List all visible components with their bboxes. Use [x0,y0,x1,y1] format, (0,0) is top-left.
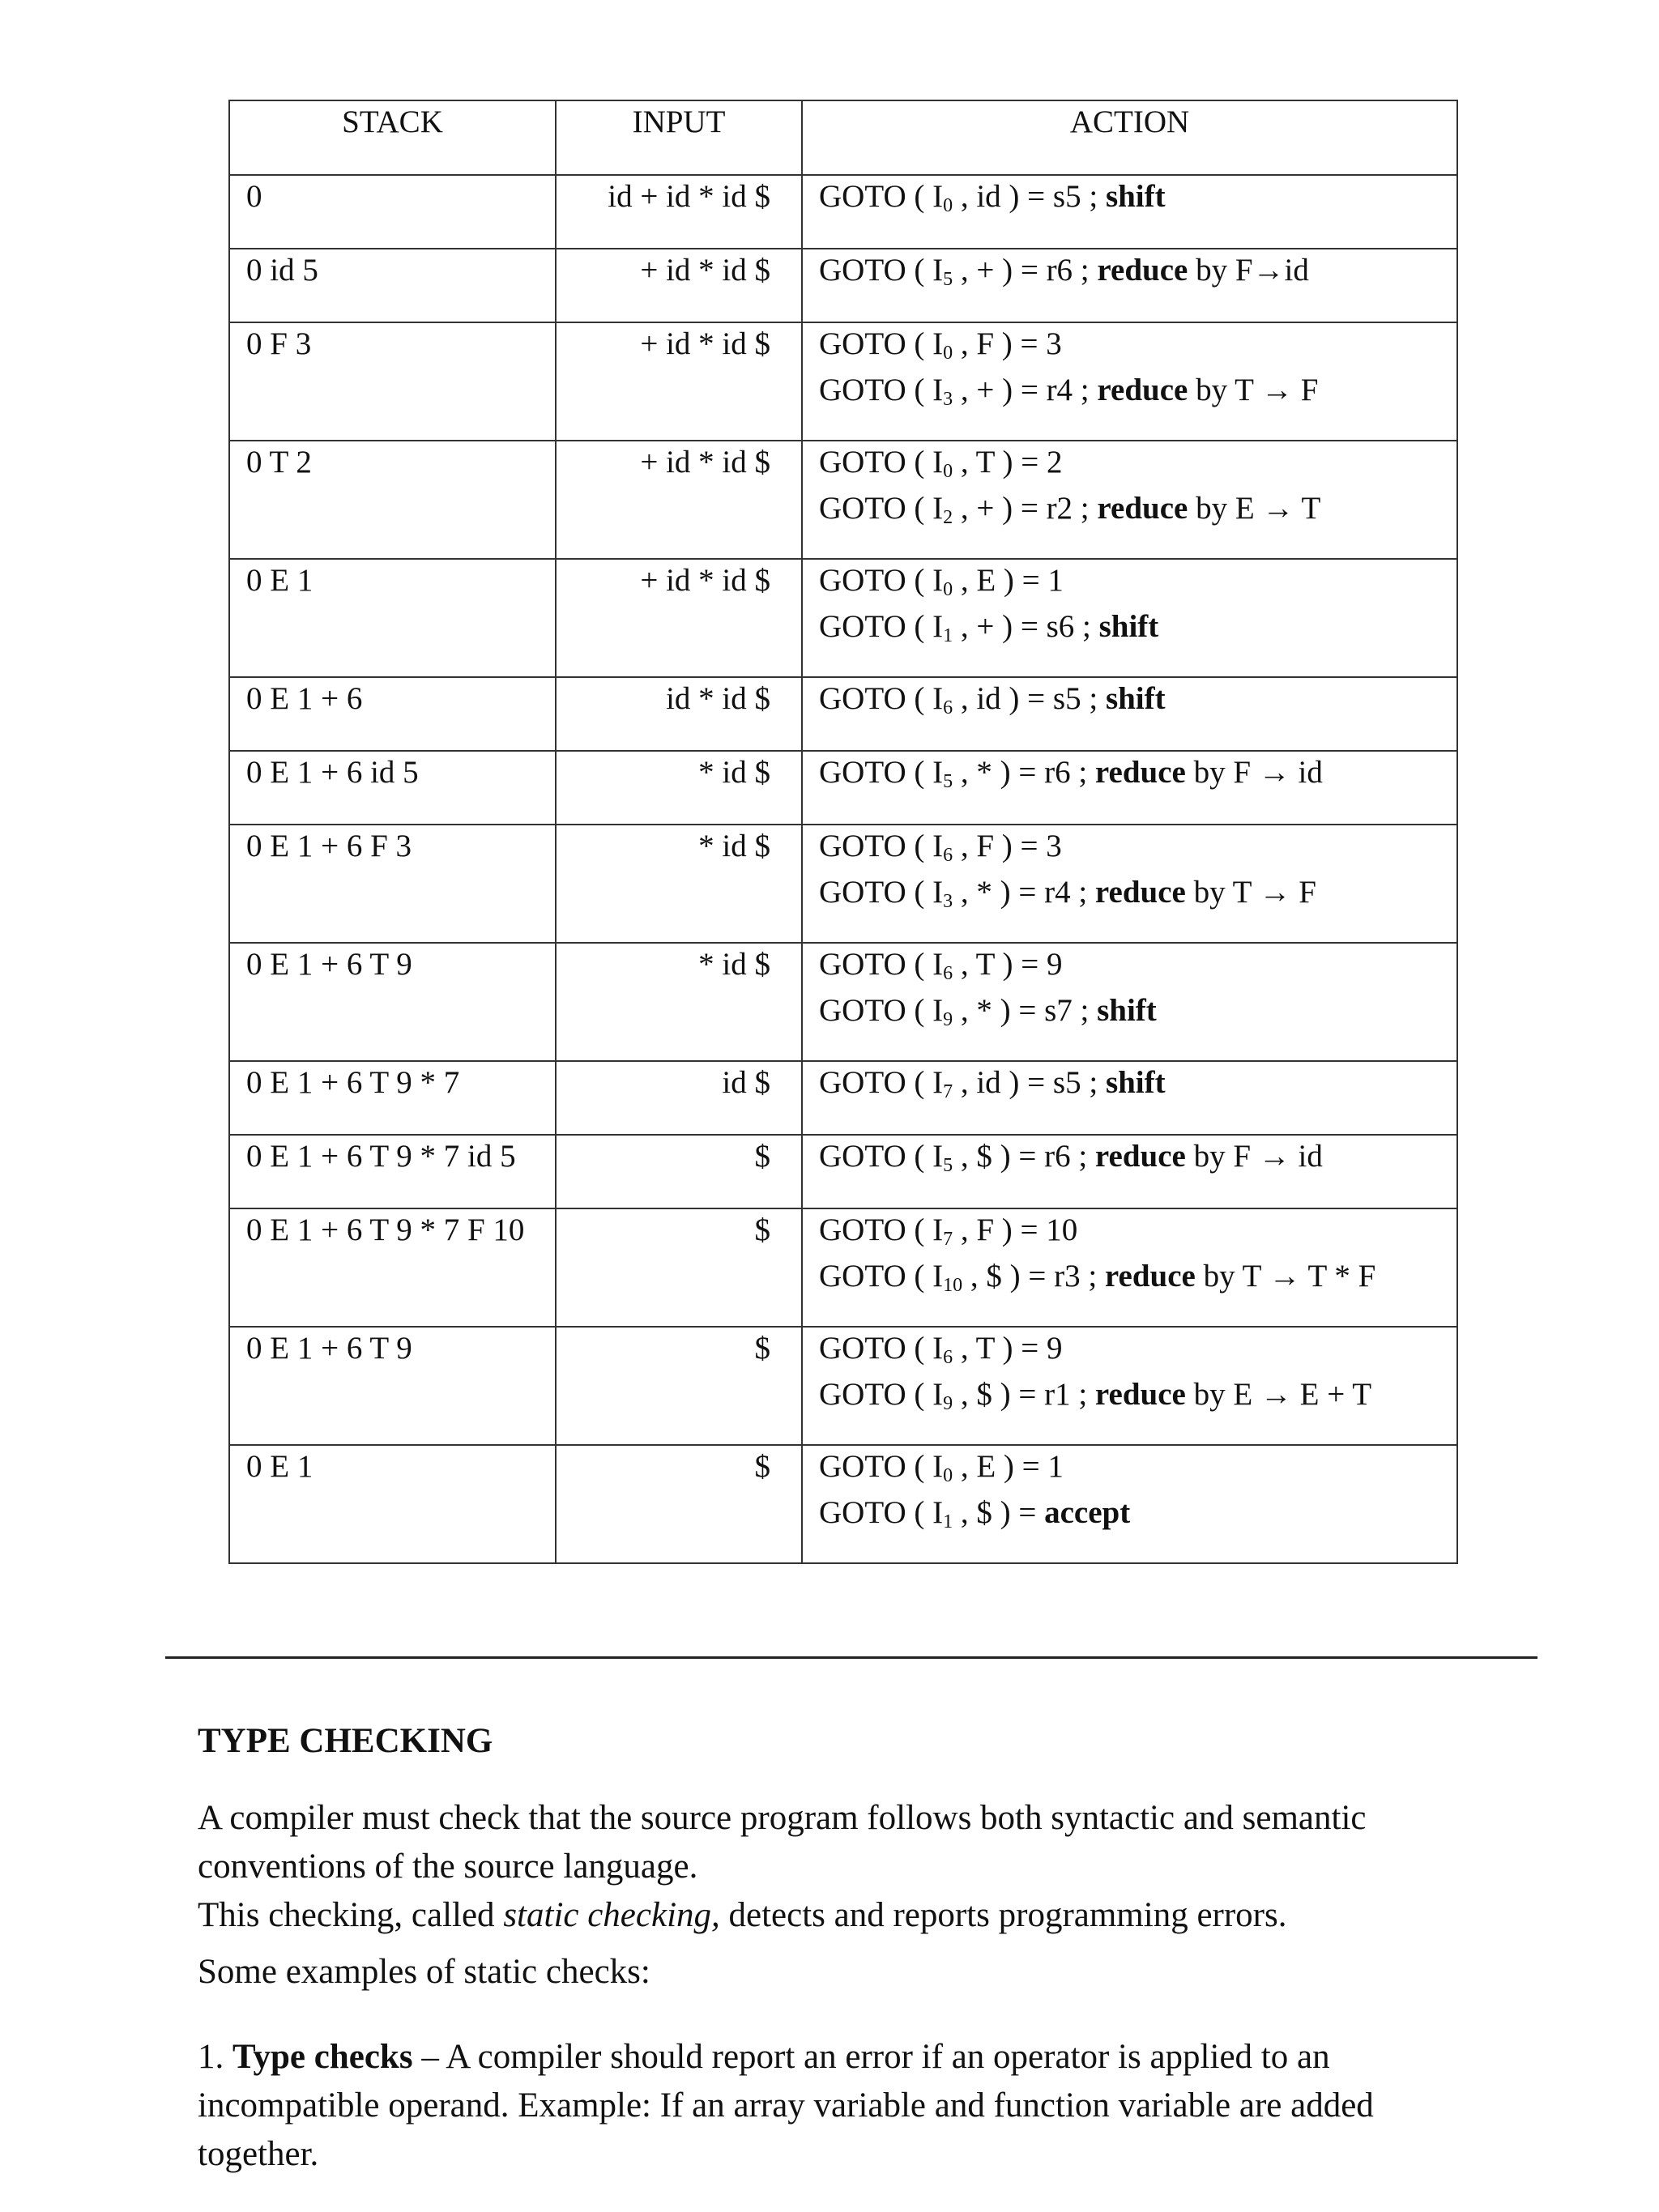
action-line [819,872,1456,918]
action-keyword: reduce [1097,491,1188,526]
text-run: GOTO ( I [819,1259,944,1294]
cell-action [802,825,1457,943]
state-subscript: 5 [943,269,953,290]
state-subscript: 3 [943,891,953,912]
text-run: GOTO ( I [819,445,944,479]
table-row [229,943,1457,1061]
table-row [229,1061,1457,1135]
cell-stack: 0 E 1 + 6 T 9 [229,1327,556,1445]
text-run: GOTO ( I [819,253,944,288]
state-subscript: 10 [943,1275,963,1296]
state-subscript: 9 [943,1009,953,1030]
table-row [229,249,1457,322]
action-line [819,488,1456,534]
cell-action [802,249,1457,322]
cell-stack: 0 id 5 [229,249,556,322]
paragraph-line [198,1891,1526,1940]
text-run: , E ) = 1 [953,1449,1064,1484]
text-run: GOTO ( I [819,993,944,1028]
table-row [229,559,1457,677]
table-row [229,1135,1457,1208]
text-run: , F ) = 3 [953,829,1062,863]
text-run: GOTO ( I [819,1139,944,1174]
action-line [819,249,1456,296]
cell-stack: 0 E 1 + 6 T 9 * 7 id 5 [229,1135,556,1208]
table-row [229,322,1457,441]
parsing-table [228,100,1458,1564]
cell-action [802,441,1457,559]
action-line [819,1446,1456,1492]
state-subscript: 6 [943,697,953,718]
text-run: GOTO ( I [819,1495,944,1530]
emphasis-text: static checking, [503,1896,720,1934]
text-run: , + ) = r2 ; [953,491,1098,526]
text-run: , T ) = 2 [953,445,1063,479]
cell-action [802,175,1457,249]
cell-action [802,1061,1457,1135]
state-subscript: 0 [943,461,953,482]
section-heading: TYPE CHECKING [198,1722,493,1760]
action-keyword: reduce [1104,1259,1196,1294]
action-line [819,441,1456,488]
paragraph-intro [198,1794,1526,1940]
state-subscript: 5 [943,1155,953,1176]
text-run: , + ) = s6 ; [953,609,1099,644]
action-keyword: reduce [1097,253,1188,288]
cell-stack: 0 E 1 + 6 id 5 [229,751,556,825]
cell-stack: 0 E 1 + 6 [229,677,556,751]
state-subscript: 6 [943,963,953,984]
state-subscript: 3 [943,389,953,410]
action-keyword: reduce [1097,373,1188,407]
cell-stack: 0 E 1 + 6 T 9 * 7 F 10 [229,1208,556,1327]
text-run: , F ) = 3 [953,326,1062,361]
text-run: GOTO ( I [819,563,944,598]
text-run: by T → F [1188,373,1319,407]
cell-input: * id $ [556,825,802,943]
text-run: GOTO ( I [819,326,944,361]
state-subscript: 2 [943,507,953,528]
state-subscript: 0 [943,1465,953,1486]
paragraph-line: incompatible operand. Example: If an array variable and function variable are added [198,2086,1374,2125]
action-line [819,1255,1456,1302]
table-row [229,175,1457,249]
text-run: , T ) = 9 [953,1331,1063,1366]
item-number: 1. [198,2038,232,2076]
text-run: , E ) = 1 [953,563,1064,598]
text-run: by F → id [1185,755,1323,790]
action-line [819,1374,1456,1420]
action-keyword: reduce [1094,1377,1186,1412]
text-run: , + ) = r4 ; [953,373,1098,407]
table-header-row [229,100,1457,175]
table-row [229,677,1457,751]
state-subscript: 7 [943,1081,953,1102]
cell-stack: 0 F 3 [229,322,556,441]
action-keyword: shift [1098,609,1159,644]
action-line [819,1209,1456,1255]
text-run: GOTO ( I [819,609,944,644]
action-line [819,752,1456,798]
header-input: INPUT [556,100,802,175]
state-subscript: 0 [943,579,953,600]
table-row [229,751,1457,825]
cell-input: + id * id $ [556,249,802,322]
text-run: GOTO ( I [819,1331,944,1366]
text-run: by F→id [1188,253,1309,288]
state-subscript: 1 [943,1511,953,1532]
text-run: by E → E + T [1185,1377,1372,1412]
cell-action [802,1208,1457,1327]
action-line [819,323,1456,369]
action-keyword: reduce [1094,875,1186,910]
state-subscript: 9 [943,1393,953,1414]
cell-input: * id $ [556,943,802,1061]
action-keyword: shift [1097,993,1157,1028]
cell-action [802,943,1457,1061]
text-run: , * ) = r6 ; [953,755,1095,790]
text-run: GOTO ( I [819,1213,944,1247]
action-keyword: shift [1105,1065,1166,1100]
cell-input: $ [556,1208,802,1327]
cell-input: id + id * id $ [556,175,802,249]
action-line [819,944,1456,990]
text-run: GOTO ( I [819,491,944,526]
action-line [819,1136,1456,1182]
text-run: – A compiler should report an error if an operator is applied to an [412,2038,1330,2076]
header-action: ACTION [802,100,1457,175]
cell-stack: 0 E 1 + 6 F 3 [229,825,556,943]
table-row [229,825,1457,943]
cell-action [802,322,1457,441]
cell-stack: 0 E 1 [229,1445,556,1563]
cell-input: id $ [556,1061,802,1135]
text-run: This checking, called [198,1896,504,1934]
table-row [229,441,1457,559]
text-run: , $ ) = r1 ; [953,1377,1095,1412]
state-subscript: 7 [943,1229,953,1250]
paragraph-line: together. [198,2135,319,2173]
paragraph-examples: Some examples of static checks: [198,1953,650,1991]
cell-input: $ [556,1135,802,1208]
text-run: GOTO ( I [819,681,944,716]
action-line [819,606,1456,652]
cell-input: $ [556,1445,802,1563]
action-keyword: shift [1105,179,1166,214]
action-line [819,369,1456,416]
action-line [819,1328,1456,1374]
cell-input: $ [556,1327,802,1445]
text-run: , $ ) = r6 ; [953,1139,1095,1174]
action-keyword: reduce [1094,1139,1186,1174]
text-run: detects and reports programming errors. [719,1896,1287,1934]
item-term: Type checks [232,2038,413,2076]
action-line [819,1492,1456,1538]
text-run: GOTO ( I [819,755,944,790]
text-run: , $ ) = [953,1495,1045,1530]
cell-stack: 0 E 1 + 6 T 9 [229,943,556,1061]
action-line [819,678,1456,724]
text-run: GOTO ( I [819,1065,944,1100]
cell-input: * id $ [556,751,802,825]
paragraph-line: A compiler must check that the source program follows both syntactic and semantic [198,1799,1367,1837]
cell-stack: 0 T 2 [229,441,556,559]
text-run: GOTO ( I [819,829,944,863]
text-run: , id ) = s5 ; [953,179,1106,214]
cell-input: + id * id $ [556,559,802,677]
text-run: GOTO ( I [819,1449,944,1484]
text-run: GOTO ( I [819,373,944,407]
text-run: by T → T * F [1195,1259,1376,1294]
paragraph-line [198,2033,1526,2082]
cell-stack: 0 [229,175,556,249]
cell-action [802,1327,1457,1445]
table-row [229,1208,1457,1327]
action-line [819,560,1456,606]
state-subscript: 5 [943,771,953,792]
action-line [819,825,1456,872]
state-subscript: 6 [943,1347,953,1368]
table-row [229,1327,1457,1445]
state-subscript: 6 [943,845,953,866]
cell-input: + id * id $ [556,322,802,441]
cell-action [802,1445,1457,1563]
header-stack: STACK [229,100,556,175]
text-run: , + ) = r6 ; [953,253,1098,288]
action-keyword: reduce [1094,755,1186,790]
cell-stack: 0 E 1 + 6 T 9 * 7 [229,1061,556,1135]
cell-action [802,1135,1457,1208]
text-run: GOTO ( I [819,1377,944,1412]
action-line [819,176,1456,222]
text-run: , id ) = s5 ; [953,1065,1106,1100]
text-run: by E → T [1188,491,1321,526]
action-keyword: shift [1105,681,1166,716]
list-item-type-checks [198,2033,1526,2179]
text-run: , T ) = 9 [953,947,1063,982]
action-line [819,1062,1456,1108]
text-run: , * ) = s7 ; [953,993,1098,1028]
table-body [229,175,1457,1563]
state-subscript: 0 [943,343,953,364]
text-run: GOTO ( I [819,875,944,910]
table-row [229,1445,1457,1563]
text-run: , id ) = s5 ; [953,681,1106,716]
text-run: GOTO ( I [819,947,944,982]
cell-action [802,677,1457,751]
state-subscript: 0 [943,195,953,216]
text-run: , F ) = 10 [953,1213,1078,1247]
cell-input: + id * id $ [556,441,802,559]
cell-input: id * id $ [556,677,802,751]
text-run: , $ ) = r3 ; [962,1259,1105,1294]
horizontal-divider [165,1656,1537,1659]
text-run: GOTO ( I [819,179,944,214]
cell-stack: 0 E 1 [229,559,556,677]
action-line [819,990,1456,1036]
cell-action [802,559,1457,677]
text-run: , * ) = r4 ; [953,875,1095,910]
action-keyword: accept [1044,1495,1131,1530]
state-subscript: 1 [943,625,953,646]
cell-action [802,751,1457,825]
text-run: by T → F [1185,875,1316,910]
paragraph-line: conventions of the source language. [198,1848,698,1886]
text-run: by F → id [1185,1139,1323,1174]
